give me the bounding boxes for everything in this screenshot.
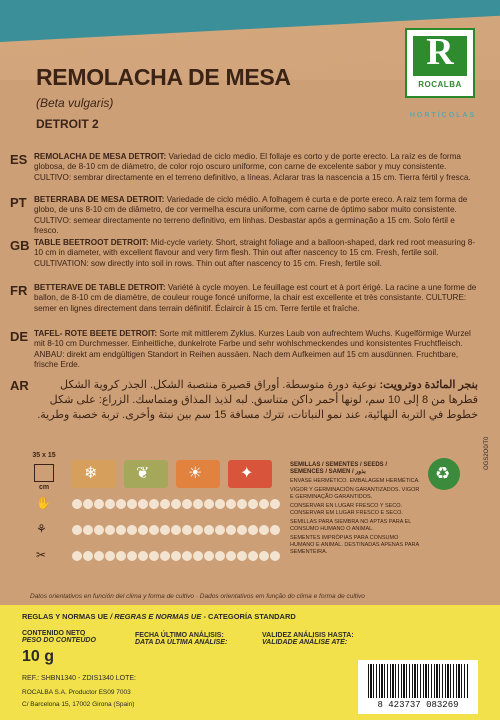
calendar-dot — [83, 525, 93, 535]
lang-body: Variedad de ciclo medio. El follaje es corto y de porte erecto. La raíz es de forma globosa, de 8-10 cm de diámetro, de color rojo oscuro uniforme, con carne de excelente sabor y muy consistente. CULTIVO: sembrar directamente en el terreno definitivo, a líneas. Aclarar tras la nascencia a 15 cm. Tierra fértil y fresca. — [34, 152, 471, 182]
calendar-dot — [237, 499, 247, 509]
legend-header: SEMILLAS / SEMENTES / SEEDS / — [290, 462, 388, 468]
calendar-dot — [138, 525, 148, 535]
variety-name: DETROIT 2 — [36, 117, 99, 131]
barcode-number: 8 423737 083269 — [377, 700, 459, 710]
calendar-dot — [94, 499, 104, 509]
calendar-dot — [160, 551, 170, 561]
season-summer — [176, 460, 220, 488]
address: C/ Barcelona 15, 17002 Girona (Spain) — [22, 701, 135, 708]
spacing-value: 35 x 15 — [32, 452, 56, 459]
calendar-dot — [270, 499, 280, 509]
calendar-dot — [193, 551, 203, 561]
calendar-dot — [226, 551, 236, 561]
net-weight: 10 g — [22, 648, 55, 665]
calendar-dot — [259, 499, 269, 509]
harvest-icon: ✂ — [36, 548, 47, 562]
calendar-dot — [259, 525, 269, 535]
sun-icon: ☀ — [188, 465, 203, 482]
lang-body: Sorte mit mittlerem Zyklus. Kurzes Laub von aufrechtem Wuchs. Kugelförmige Wurzel mit 8-10 cm Durchmesser. Einheitliche, dunkelrote Farbe und sehr wohlschmeckendes und konsistentes Fruchtfleisch. ANBAU: direkt am endgültigen Standort in Reihen aussäen. Nach dem Aufkeimen auf 15 cm ausdünnen. Fruchtbare, frische Erde. — [34, 329, 471, 369]
calendar-dot — [116, 525, 126, 535]
calendar-dot — [171, 551, 181, 561]
calendar-dot — [248, 499, 258, 509]
spacing-unit: cm — [38, 484, 50, 491]
lang-text — [34, 195, 478, 236]
calendar-dot — [237, 551, 247, 561]
lang-body: نوعية دورة متوسطة. أوراق قصيرة منتصبة الشكل. الجذر كروية الشكل قطرها من 8 إلى 10 سم، لونها أحمر داكن متناسق. لبه لذيذ المذاق ومتماسك. الزراع: على شكل خطوط في التربة النهائية، عند نمو النباتات، تترك مسافة 15 سم بين نبتة وأخرى. تربة خصبة وطرية. — [37, 379, 478, 421]
logo-letter: R — [426, 31, 454, 73]
calendar-dot — [105, 551, 115, 561]
calendar-dot — [105, 525, 115, 535]
calendar-dot — [127, 551, 137, 561]
calendar-dot — [226, 525, 236, 535]
lang-body: Mid-cycle variety. Short, straight foliage and a balloon-shaped, dark red root measuring 8-10 cm in diameter, with excellent flavour and very firm flesh. Thin out after nascency to 15 cm. Fresh, fertile soil. CULTIVATION: sow directly into soil in rows. Thin out after nascency to 15 cm. Fresh, fertile soil. — [34, 238, 476, 268]
producer: ROCALBA S.A. Productor ES09 7003 — [22, 689, 131, 696]
calendar-dot — [149, 499, 159, 509]
analysis-date-label: FECHA ÚLTIMO ANÁLISIS: DATA DA ÚLTIMA ANÁLISE: — [135, 632, 228, 646]
season-autumn — [228, 460, 272, 488]
calendar-dot — [72, 551, 82, 561]
spacing-grid-icon — [34, 464, 54, 482]
lang-text — [34, 329, 478, 370]
plant-spacing — [30, 452, 58, 491]
calendar-dot — [193, 525, 203, 535]
calendar-dot — [182, 525, 192, 535]
lang-code: PT — [10, 195, 27, 210]
barcode-bars — [368, 664, 468, 698]
calendar-dot — [138, 551, 148, 561]
legend-item: CONSERVAR EN LUGAR FRESCO Y SECO. CONSERVAR EM LUGAR FRESCO E SECO. — [290, 503, 403, 516]
legend-item: SEMILLAS PARA SIEMBRA NO APTAS PARA EL CONSUMO HUMANO O ANIMAL. — [290, 519, 412, 532]
lang-text — [34, 378, 478, 423]
seed-legend — [290, 462, 420, 556]
sowing-icon: ✋ — [36, 496, 51, 510]
calendar-dot — [116, 551, 126, 561]
lang-code: FR — [10, 283, 28, 298]
reference-lot: REF.: SHBN1340 - ZDIS1340 LOTE: — [22, 675, 136, 682]
logo-tagline: HORTÍCOLAS — [409, 112, 477, 119]
calendar-dot — [83, 499, 93, 509]
legend-item: VIGOR Y GERMINACIÓN GARANTIZADOS. VIGOR E GERMINAÇÃO GARANTIDOS. — [290, 487, 420, 500]
cultivation-calendar — [30, 452, 280, 582]
calendar-dot — [83, 551, 93, 561]
calendar-row — [72, 522, 282, 538]
calendar-dot — [215, 499, 225, 509]
calendar-dot — [72, 525, 82, 535]
lang-text — [34, 283, 478, 314]
calendar-row — [72, 496, 282, 512]
logo-brand: ROCALBA — [418, 80, 462, 89]
lang-heading: TAFEL- ROTE BEETE DETROIT: — [34, 329, 158, 338]
calendar-dot — [160, 525, 170, 535]
maple-leaf-icon: ✦ — [240, 465, 254, 482]
calendar-dot — [127, 525, 137, 535]
calendar-dot — [182, 551, 192, 561]
transplant-icon: ⚘ — [36, 522, 47, 536]
lang-body: Variedade de ciclo médio. A folhagem é curta e de porte ereco. A raiz tem forma de globo, de uns 8-10 cm de diâmetro, de cor vermelha escura uniforme, com carne de óptimo sabor muito consistente. CULTIVO: semear directamente no terreno definitivo, em linhas. Desbastar após a germinação a 15 cm. Solo fértil e fresco. — [34, 195, 468, 235]
calendar-dot — [94, 551, 104, 561]
calendar-dot — [270, 551, 280, 561]
lang-heading: TABLE BEETROOT DETROIT: — [34, 238, 149, 247]
validity-label: VALIDEZ ANÁLISIS HASTA: VALIDADE ANÁLISE ATÉ: — [262, 632, 354, 646]
lang-code: DE — [10, 329, 29, 344]
calendar-dot — [193, 499, 203, 509]
lang-heading: REMOLACHA DE MESA DETROIT: — [34, 152, 167, 161]
calendar-dot — [226, 499, 236, 509]
legend-item: SEMENTES IMPRÓPIAS PARA CONSUMO HUMANO E ANIMAL. DESTINADAS APENAS PARA SEMENTEIRA. — [290, 535, 419, 555]
lang-text — [34, 152, 478, 183]
calendar-dot — [171, 499, 181, 509]
rules-line: REGLAS Y NORMAS UE / REGRAS E NORMAS UE - CATEGORÍA STANDARD — [22, 612, 296, 621]
lang-heading: BETTERAVE DE TABLE DETROIT: — [34, 283, 166, 292]
calendar-dot — [149, 551, 159, 561]
leaf-icon: ❦ — [136, 465, 150, 482]
calendar-dot — [116, 499, 126, 509]
season-winter — [72, 460, 116, 488]
content-label: CONTENIDO NETO PESO DO CONTEÚDO — [22, 630, 96, 644]
calendar-dot — [105, 499, 115, 509]
calendar-dot — [204, 499, 214, 509]
rocalba-logo — [405, 28, 475, 98]
season-spring — [124, 460, 168, 488]
calendar-row — [72, 548, 282, 564]
lang-code: GB — [10, 238, 30, 253]
lang-code: AR — [10, 378, 29, 393]
lang-text — [34, 238, 478, 269]
lang-heading: بنجر المائدة دوترويت: — [379, 379, 478, 391]
snowflake-icon: ❄ — [84, 465, 98, 482]
lang-code: ES — [10, 152, 28, 167]
calendar-dot — [248, 525, 258, 535]
calendar-dot — [204, 525, 214, 535]
legend-header-2: SEMENCES / SAMEN / بذور — [290, 469, 366, 475]
calendar-dot — [160, 499, 170, 509]
calendar-dot — [204, 551, 214, 561]
product-title: REMOLACHA DE MESA — [36, 64, 291, 90]
calendar-dot — [149, 525, 159, 535]
calendar-dot — [215, 551, 225, 561]
calendar-dot — [248, 551, 258, 561]
lang-body: Variété à cycle moyen. Le feuillage est court et à port érigé. La racine a une forme de ballon, de 8-10 cm de diamètre, de couleur rouge foncé uniforme, la chair est excellente et très consistante. CULTURE: semer en lignes directement dans terrain définitif. Éclaircir à 15 cm. Terre fertile et fraîche. — [34, 283, 477, 313]
calendar-dot — [270, 525, 280, 535]
calendar-dot — [72, 499, 82, 509]
calendar-dot — [237, 525, 247, 535]
calendar-dot — [94, 525, 104, 535]
calendar-dot — [182, 499, 192, 509]
calendar-dot — [215, 525, 225, 535]
calendar-dot — [127, 499, 137, 509]
lang-heading: BETERRABA DE MESA DETROIT: — [34, 195, 165, 204]
calendar-dot — [171, 525, 181, 535]
recycle-icon: ♻ — [428, 458, 460, 490]
footnote: Datos orientativos en función del clima y forma de cultivo · Dados orientativos em função do clima e forma de cultivo — [30, 593, 365, 600]
calendar-dot — [259, 551, 269, 561]
barcode — [358, 660, 478, 714]
vertical-print-code: OGS2O0/T0 — [484, 436, 490, 470]
calendar-dot — [138, 499, 148, 509]
legend-item: ENVASE HERMÉTICO. EMBALAGEM HERMÉTICA. — [290, 478, 420, 484]
latin-name: (Beta vulgaris) — [36, 96, 114, 110]
